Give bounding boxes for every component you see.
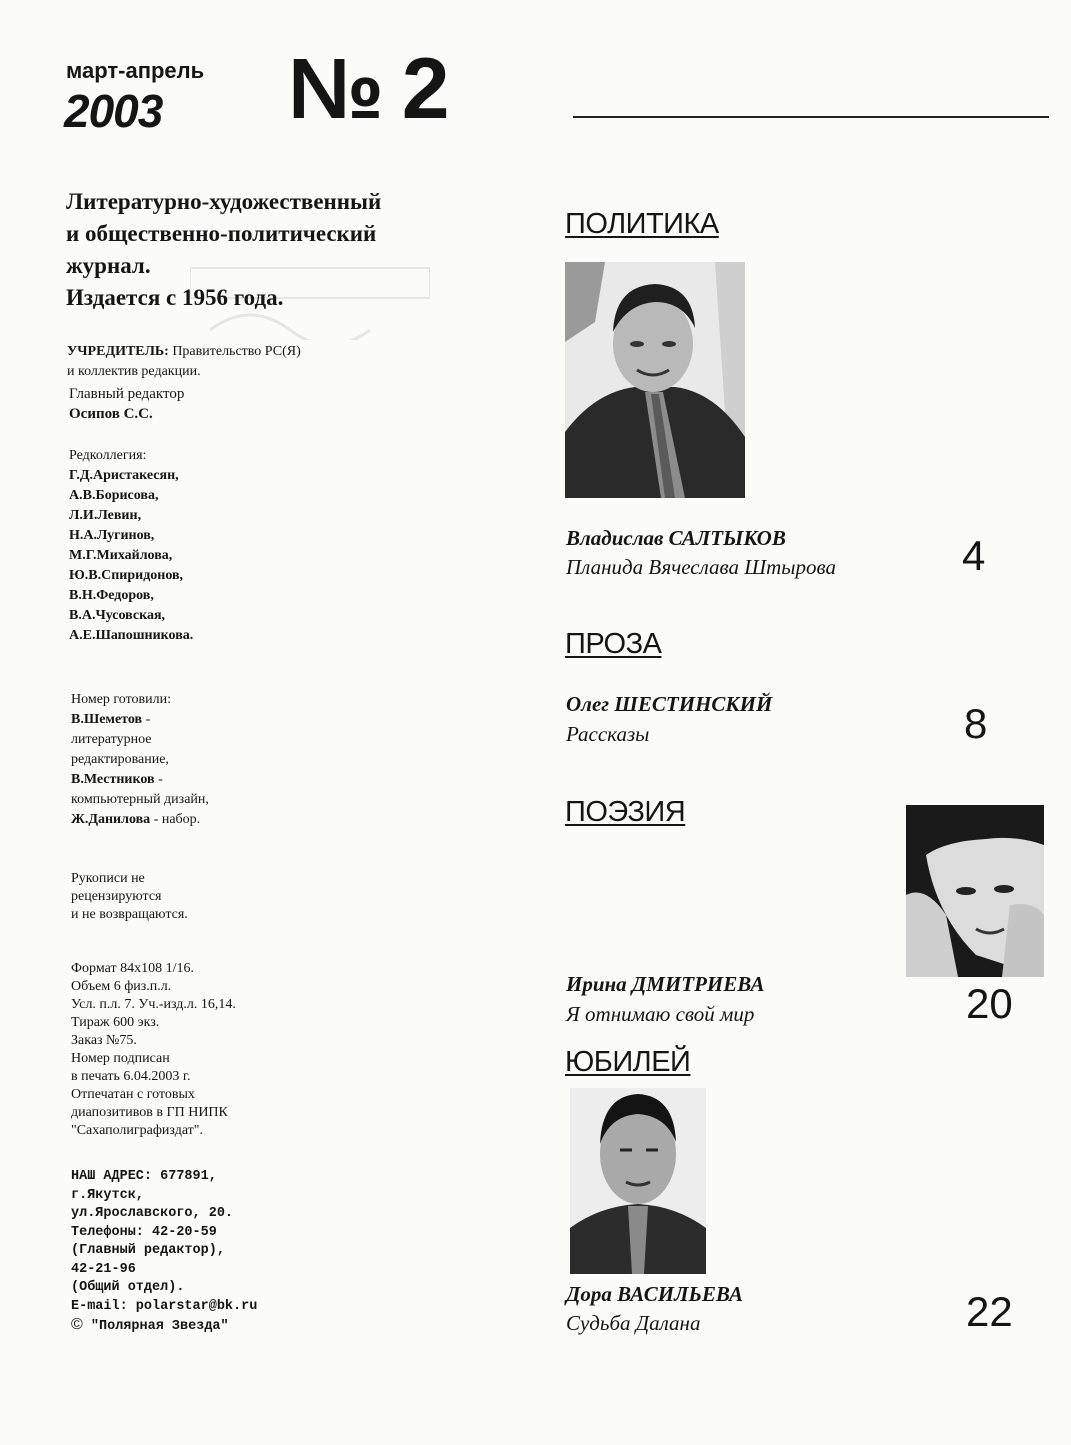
issue-number: № 2 xyxy=(288,41,447,137)
board-member: В.А.Чусовская, xyxy=(69,608,166,623)
issue-staff xyxy=(71,690,209,830)
tagline-line: и общественно-политический xyxy=(66,221,377,246)
staff-name: В.Местников xyxy=(71,772,155,787)
issue-months: март-апрель xyxy=(66,58,205,83)
address-line: ул.Ярославского, 20. xyxy=(71,1206,234,1221)
imprint-line: "Сахаполиграфиздат". xyxy=(71,1123,204,1138)
imprint-line: Усл. п.л. 7. Уч.-изд.л. 16,14. xyxy=(71,997,236,1012)
imprint-block xyxy=(71,960,236,1140)
article-author: Дора ВАСИЛЬЕВА xyxy=(566,1282,744,1306)
page-number: 20 xyxy=(966,980,1013,1027)
author-photo-dmitrieva xyxy=(906,805,1044,977)
article-title: Рассказы xyxy=(566,722,650,746)
address-line: г.Якутск, xyxy=(71,1187,144,1203)
email-line: E-mail: polarstar@bk.ru xyxy=(71,1298,258,1314)
address-line: (Главный редактор), xyxy=(71,1243,225,1258)
section-heading-politics: ПОЛИТИКА xyxy=(565,208,719,240)
article-title: Планида Вячеслава Штырова xyxy=(566,555,836,579)
article-title: Я отнимаю свой мир xyxy=(566,1002,755,1026)
founder-text-2: и коллектив редакции. xyxy=(67,364,201,379)
journal-tagline xyxy=(66,186,476,314)
founder-label: УЧРЕДИТЕЛЬ: xyxy=(67,344,169,359)
board-member: Г.Д.Аристакесян, xyxy=(69,468,179,483)
staff-role: редактирование, xyxy=(71,752,169,767)
address-block xyxy=(71,1168,257,1337)
page-number: 8 xyxy=(964,700,988,747)
staff-name: В.Шеметов xyxy=(71,712,143,727)
imprint-line: Формат 84x108 1/16. xyxy=(71,961,194,976)
editor-name: Осипов С.С. xyxy=(69,406,153,422)
article-author: Владислав САЛТЫКОВ xyxy=(566,526,786,550)
imprint-line: Тираж 600 экз. xyxy=(71,1015,160,1030)
tagline-line: Издается с 1956 года. xyxy=(66,285,284,310)
board-member: Ю.В.Спиридонов, xyxy=(69,568,184,583)
address-line: (Общий отдел). xyxy=(71,1280,185,1295)
tagline-line: журнал. xyxy=(66,253,151,278)
editorial-board xyxy=(69,446,193,646)
address-line: 42-21-96 xyxy=(71,1261,136,1277)
article-title: Судьба Далана xyxy=(566,1311,701,1335)
copyright-icon: © xyxy=(71,1316,83,1333)
page-number: 22 xyxy=(966,1288,1013,1335)
article-author: Ирина ДМИТРИЕВА xyxy=(566,972,765,996)
section-heading-prose: ПРОЗА xyxy=(565,628,662,660)
imprint-line: Номер подписан xyxy=(71,1051,170,1066)
issue-year: 2003 xyxy=(64,85,163,137)
board-member: А.Е.Шапошникова. xyxy=(69,628,194,643)
author-photo-saltykov xyxy=(565,262,745,498)
staff-role: - набор. xyxy=(150,812,201,827)
board-label: Редколлегия: xyxy=(69,448,147,463)
editor-label: Главный редактор xyxy=(69,386,185,402)
imprint-line: Отпечатан с готовых xyxy=(71,1087,195,1102)
staff-role: компьютерный дизайн, xyxy=(71,792,209,807)
section-heading-jubilee: ЮБИЛЕЙ xyxy=(565,1046,691,1078)
address-line: Телефоны: 42-20-59 xyxy=(71,1224,217,1240)
board-member: М.Г.Михайлова, xyxy=(69,548,173,563)
imprint-line: Заказ №75. xyxy=(71,1033,137,1048)
board-member: Л.И.Левин, xyxy=(69,508,142,523)
section-heading-poetry: ПОЭЗИЯ xyxy=(565,796,686,828)
page-number: 4 xyxy=(962,532,986,579)
staff-role: литературное xyxy=(71,732,152,747)
imprint-line: в печать 6.04.2003 г. xyxy=(71,1069,191,1084)
manuscripts-note xyxy=(71,870,188,924)
staff-label: Номер готовили: xyxy=(71,692,172,707)
staff-role: - xyxy=(154,772,163,787)
staff-name: Ж.Данилова xyxy=(71,812,151,827)
note-line: и не возвращаются. xyxy=(71,907,188,922)
imprint-line: диапозитивов в ГП НИПК xyxy=(71,1105,228,1120)
board-member: Н.А.Лугинов, xyxy=(69,528,155,543)
tagline-line: Литературно-художественный xyxy=(66,189,382,214)
header-rule xyxy=(573,116,1049,118)
founder-block xyxy=(67,342,301,382)
editor-block xyxy=(69,384,184,424)
note-line: Рукописи не xyxy=(71,871,145,886)
founder-text: Правительство РС(Я) xyxy=(172,344,301,359)
board-member: В.Н.Федоров, xyxy=(69,588,154,603)
article-author: Олег ШЕСТИНСКИЙ xyxy=(566,692,773,716)
author-photo-dalan xyxy=(570,1088,706,1274)
note-line: рецензируются xyxy=(71,889,162,904)
board-member: А.В.Борисова, xyxy=(69,488,159,503)
address-line: НАШ АДРЕС: 677891, xyxy=(71,1169,217,1184)
staff-role: - xyxy=(142,712,151,727)
copyright-text: "Полярная Звезда" xyxy=(90,1319,229,1334)
imprint-line: Объем 6 физ.п.л. xyxy=(71,979,172,994)
